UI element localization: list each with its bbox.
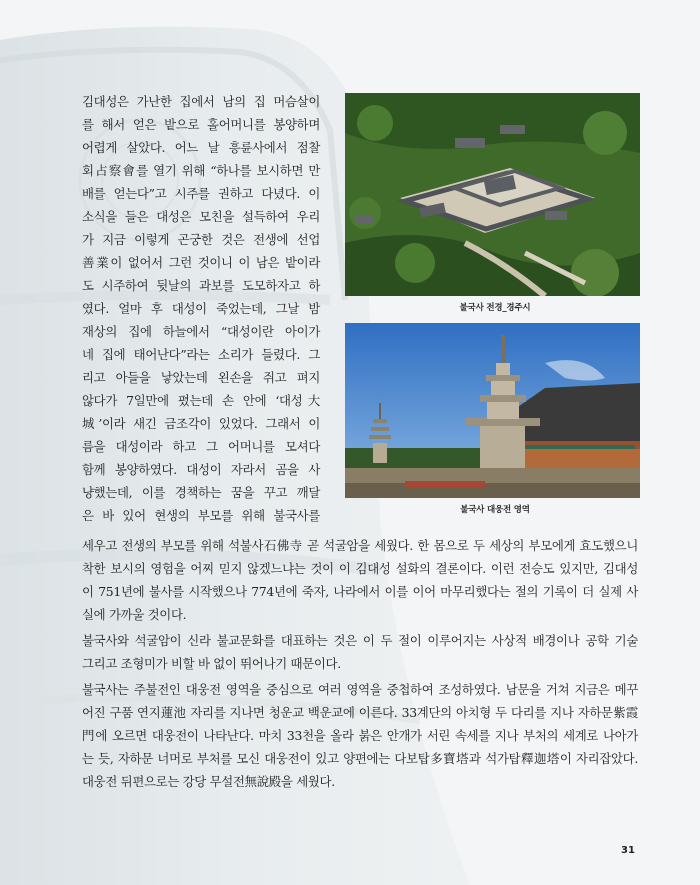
- temple-aerial-photo: [345, 93, 640, 296]
- text-line: 회占察會를 열기 위해 “하나를 보시하면 만: [82, 163, 320, 178]
- text-line: 城’이라 새긴 금조각이 있었다. 그래서 이: [82, 416, 320, 431]
- text-line: 불국사는 주불전인 대웅전 영역을 중심으로 여러 영역을 중첩하여 조성하였다. 남문을 거쳐 지금은 메꾸: [82, 682, 638, 697]
- text-line: 를 해서 얻은 밭으로 홀어머니를 봉양하며: [82, 117, 320, 132]
- figure-caption-2: 불국사 대웅전 영역: [460, 505, 530, 515]
- text-line: 네 집에 태어난다”라는 소리가 들렸다. 그: [82, 347, 320, 362]
- text-line: 실에 가까울 것이다.: [82, 607, 187, 622]
- text-line: 가 지금 이렇게 곤궁한 것은 전생에 선업: [82, 232, 320, 247]
- figure-caption-1: 불국사 전경_경주시: [459, 303, 531, 313]
- text-line: 냥했는데, 이를 경책하는 꿈을 꾸고 깨달: [82, 485, 320, 500]
- text-line: 재상의 집에 하늘에서 “대성이란 아이가: [82, 324, 320, 339]
- text-line: 착한 보시의 영험을 어찌 믿지 않겠느냐는 것이 이 김대성 설화의 결론이다. 이런 전승도 있지만, 김대성: [82, 561, 638, 576]
- text-line: 소식을 들은 대성은 모친을 설득하여 우리: [82, 209, 320, 224]
- text-line: 않다가 7일만에 폈는데 손 안에 ‘대성大: [82, 393, 320, 408]
- text-line: 름을 대성이라 하고 그 어머니를 모셔다: [82, 439, 320, 454]
- text-line: 세우고 전생의 부모를 위해 석불사石佛寺 곧 석굴암을 세웠다. 한 몸으로 두 세상의 부모에게 효도했으니: [82, 538, 638, 553]
- text-line: 은 바 있어 현생의 부모를 위해 불국사를: [82, 508, 320, 523]
- text-line: 門에 오르면 대웅전이 나타난다. 마치 33천을 올라 붉은 안개가 서린 속세를 지나 부처의 세계로 나아가: [82, 728, 638, 743]
- text-line: 善業이 없어서 그런 것이니 이 남은 밭이라: [82, 255, 320, 270]
- text-line: 이 751년에 불사를 시작했으나 774년에 죽자, 나라에서 이를 이어 마무리했다는 절의 기록이 더 실제 사: [82, 584, 638, 599]
- text-line: 김대성은 가난한 집에서 남의 집 머슴살이: [82, 94, 320, 109]
- text-line: 어렵게 살았다. 어느 날 흥륜사에서 점찰: [82, 140, 320, 155]
- text-line: 불국사와 석굴암이 신라 불교문화를 대표하는 것은 이 두 절이 이루어지는 사상적 배경이나 공학 기술: [82, 633, 638, 648]
- text-line: 함께 봉양하였다. 대성이 자라서 곰을 사: [82, 462, 320, 477]
- text-line: 배를 얻는다”고 시주를 권하고 다녔다. 이: [82, 186, 320, 201]
- text-line: 리고 아들을 낳았는데 왼손을 쥐고 펴지: [82, 370, 320, 385]
- text-line: 였다. 얼마 후 대성이 죽었는데, 그날 밤: [82, 301, 320, 316]
- text-line: 그리고 조형미가 비할 바 없이 뛰어나기 때문이다.: [82, 656, 341, 671]
- pagoda-photo: [345, 323, 640, 498]
- text-line: 어진 구품 연지蓮池 자리를 지나면 청운교 백운교에 이른다. 33계단의 아치형 두 다리를 지나 자하문紫霞: [82, 705, 638, 720]
- text-line: 는 듯, 자하문 너머로 부처를 모신 대웅전이 있고 양편에는 다보탑多寶塔과 석가탑釋迦塔이 자리잡았다.: [82, 751, 638, 766]
- text-line: 도 시주하여 뒷날의 과보를 도모하자고 하: [82, 278, 320, 293]
- page-number: 31: [621, 845, 635, 856]
- text-line: 대웅전 뒤편으로는 강당 무설전無說殿을 세웠다.: [82, 774, 335, 789]
